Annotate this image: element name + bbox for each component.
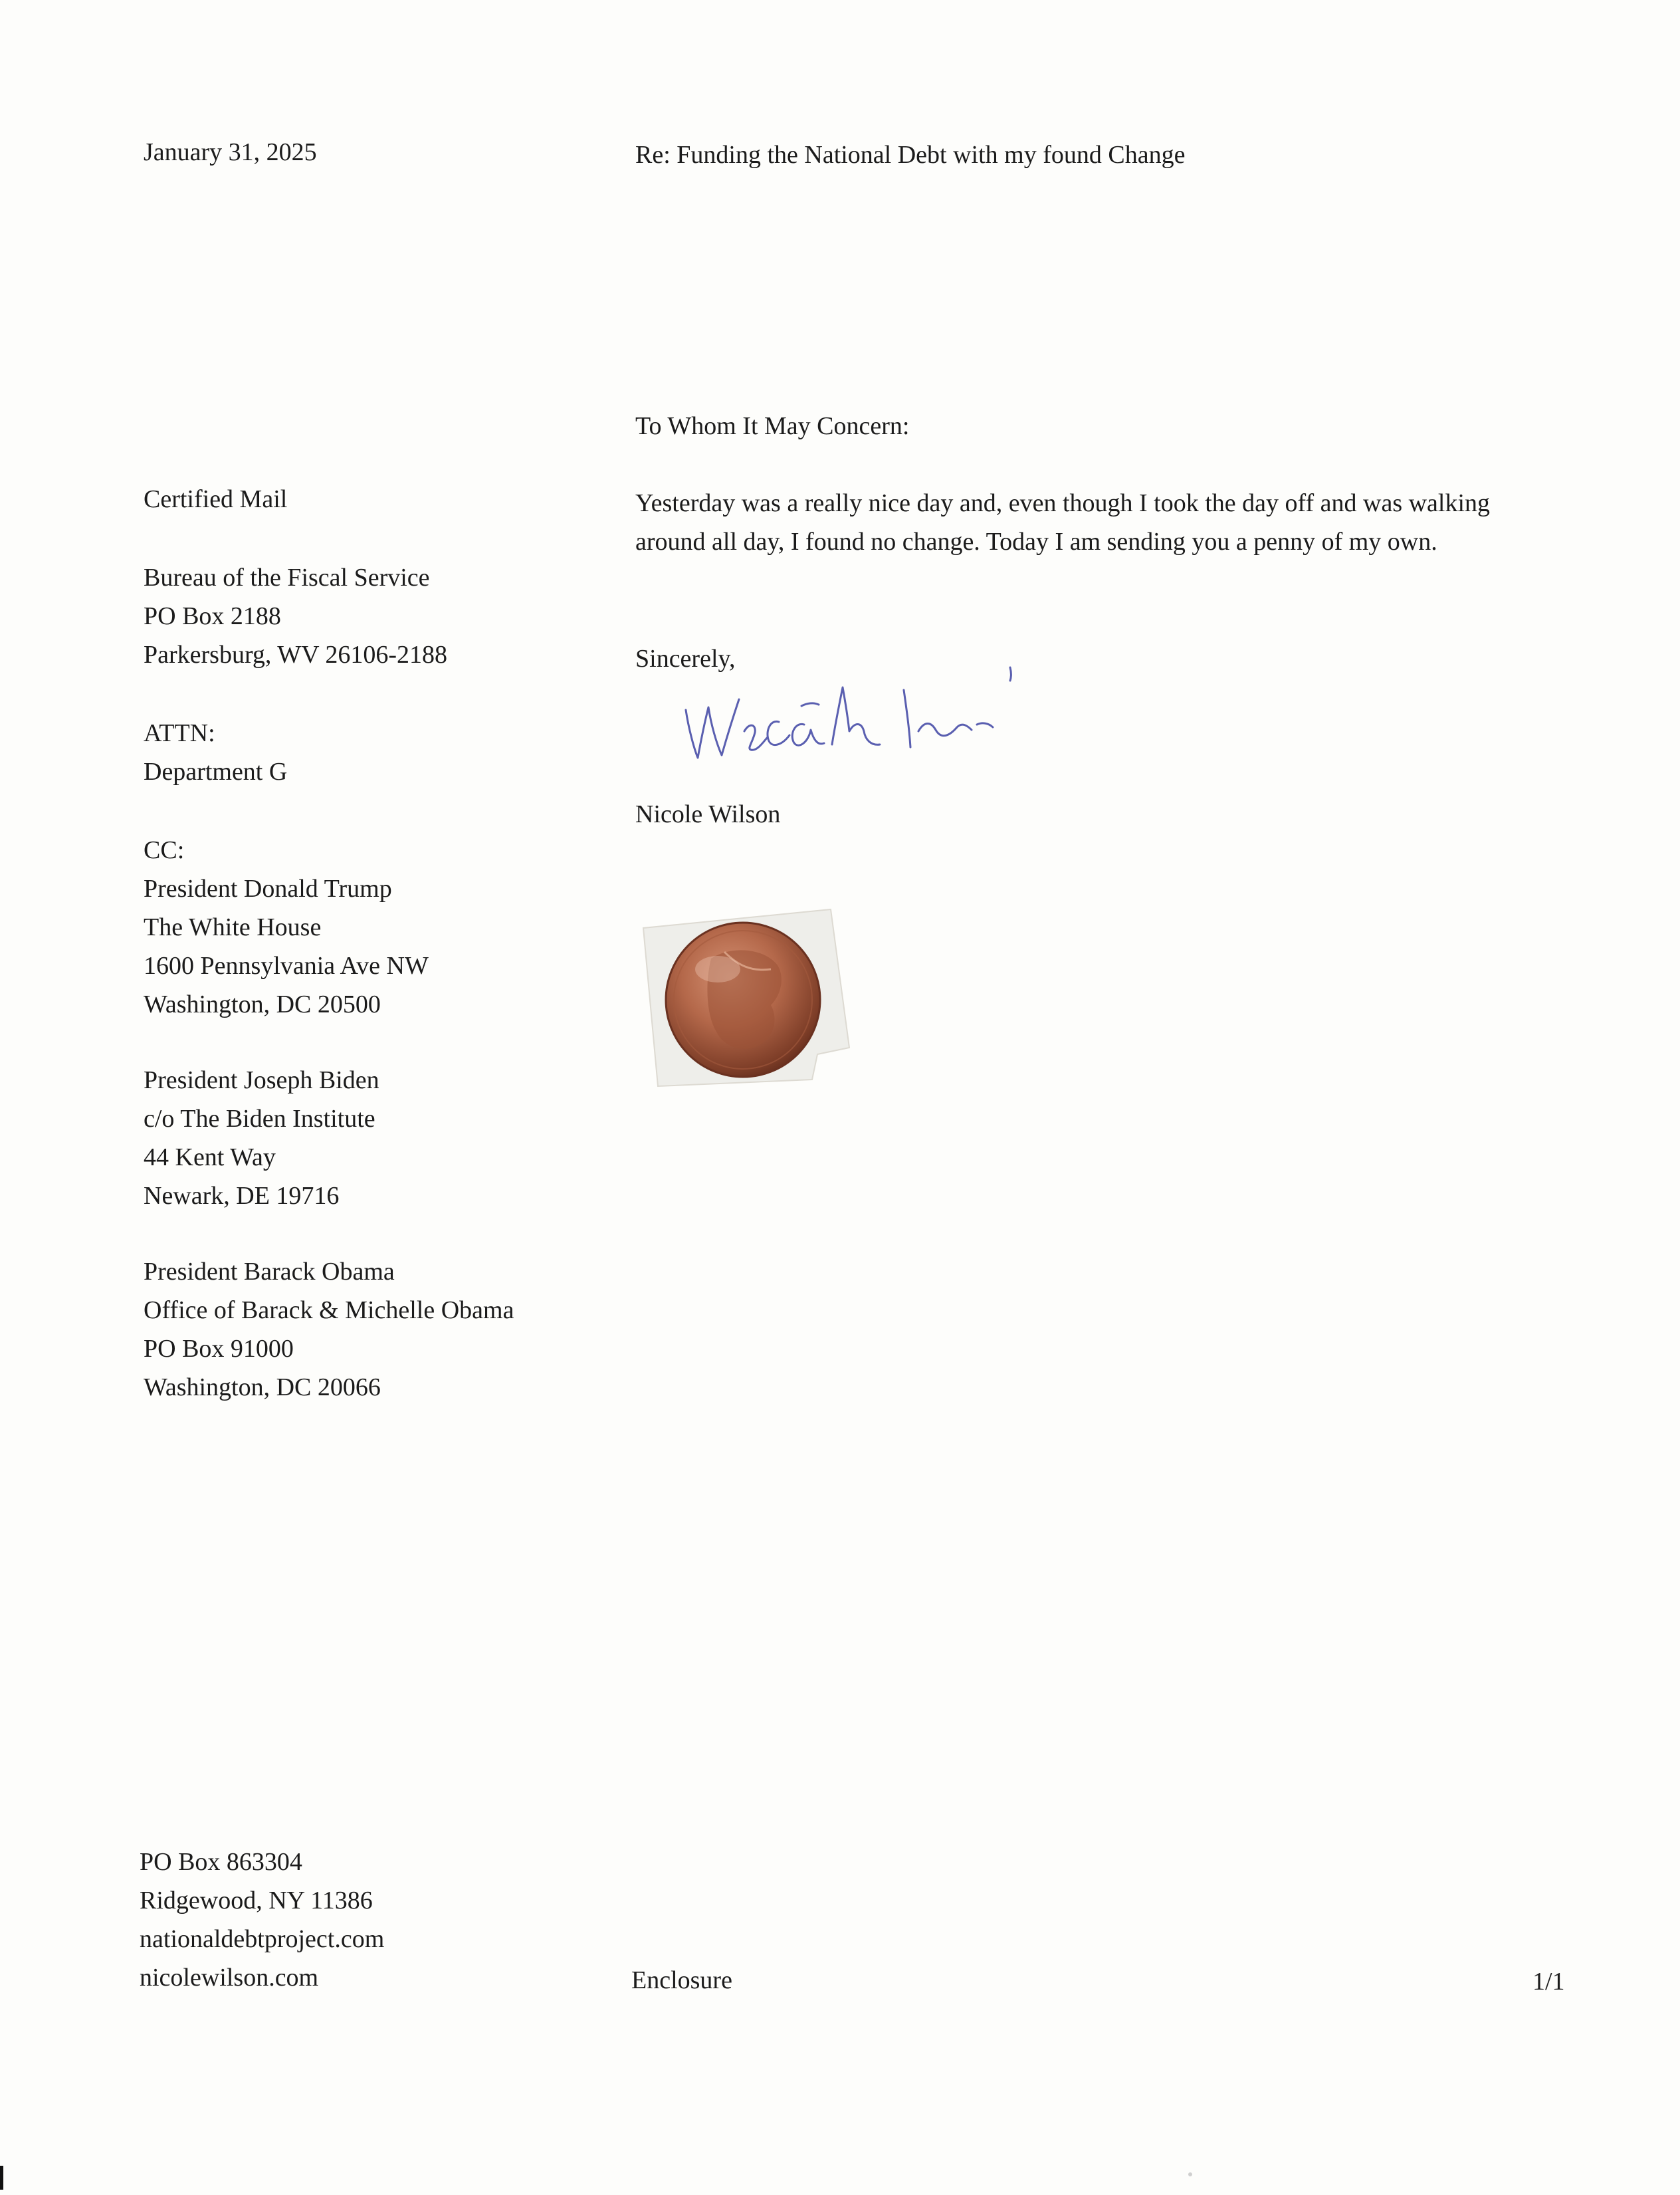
cc-block bbox=[144, 831, 514, 1407]
mail-type: Certified Mail bbox=[144, 485, 288, 513]
recipient-line: PO Box 2188 bbox=[144, 602, 281, 630]
signer-name: Nicole Wilson bbox=[635, 800, 781, 828]
cc-label: CC: bbox=[144, 836, 185, 864]
page-number: 1/1 bbox=[1532, 1968, 1565, 1996]
enclosure-note: Enclosure bbox=[631, 1966, 732, 1994]
cc-line: President Barack Obama bbox=[144, 1258, 395, 1286]
cc-line: 44 Kent Way bbox=[144, 1143, 276, 1171]
attn-label: ATTN: bbox=[144, 719, 215, 747]
cc-line: 1600 Pennsylvania Ave NW bbox=[144, 952, 429, 980]
cc-line: Washington, DC 20066 bbox=[144, 1373, 381, 1401]
letter-body: Yesterday was a really nice day and, even though I took the day off and was walking around all day, I found no change. Today I am sending you a penny of my own. bbox=[635, 489, 1491, 556]
sender-line: PO Box 863304 bbox=[140, 1848, 302, 1876]
recipient-address bbox=[144, 558, 447, 674]
salutation: To Whom It May Concern: bbox=[635, 412, 910, 440]
recipient-line: Bureau of the Fiscal Service bbox=[144, 564, 430, 592]
cc-line: c/o The Biden Institute bbox=[144, 1105, 375, 1133]
handwritten-signature bbox=[678, 658, 1050, 781]
cc-line: President Joseph Biden bbox=[144, 1066, 379, 1094]
sender-line: Ridgewood, NY 11386 bbox=[140, 1887, 373, 1914]
sender-line: nicolewilson.com bbox=[140, 1964, 319, 1992]
cc-line: President Donald Trump bbox=[144, 875, 392, 903]
recipient-line: Parkersburg, WV 26106-2188 bbox=[144, 641, 448, 669]
cc-line: Washington, DC 20500 bbox=[144, 990, 381, 1018]
cc-address bbox=[144, 1252, 514, 1407]
cc-line: Office of Barack & Michelle Obama bbox=[144, 1296, 514, 1324]
cc-line: PO Box 91000 bbox=[144, 1335, 294, 1363]
attn-value: Department G bbox=[144, 758, 288, 786]
cc-line: The White House bbox=[144, 913, 322, 941]
letter-date: January 31, 2025 bbox=[144, 138, 317, 166]
scan-edge-mark bbox=[0, 2166, 3, 2190]
cc-line: Newark, DE 19716 bbox=[144, 1182, 340, 1210]
scan-speck bbox=[1188, 2172, 1192, 2176]
cc-address bbox=[144, 1061, 514, 1215]
sender-line: nationaldebtproject.com bbox=[140, 1925, 385, 1953]
subject-line: Re: Funding the National Debt with my found Change bbox=[635, 141, 1186, 169]
taped-penny bbox=[638, 905, 851, 1101]
sender-address bbox=[140, 1843, 384, 1997]
cc-address bbox=[144, 869, 514, 1024]
closing: Sincerely, bbox=[635, 645, 736, 673]
attn-block bbox=[144, 714, 287, 791]
